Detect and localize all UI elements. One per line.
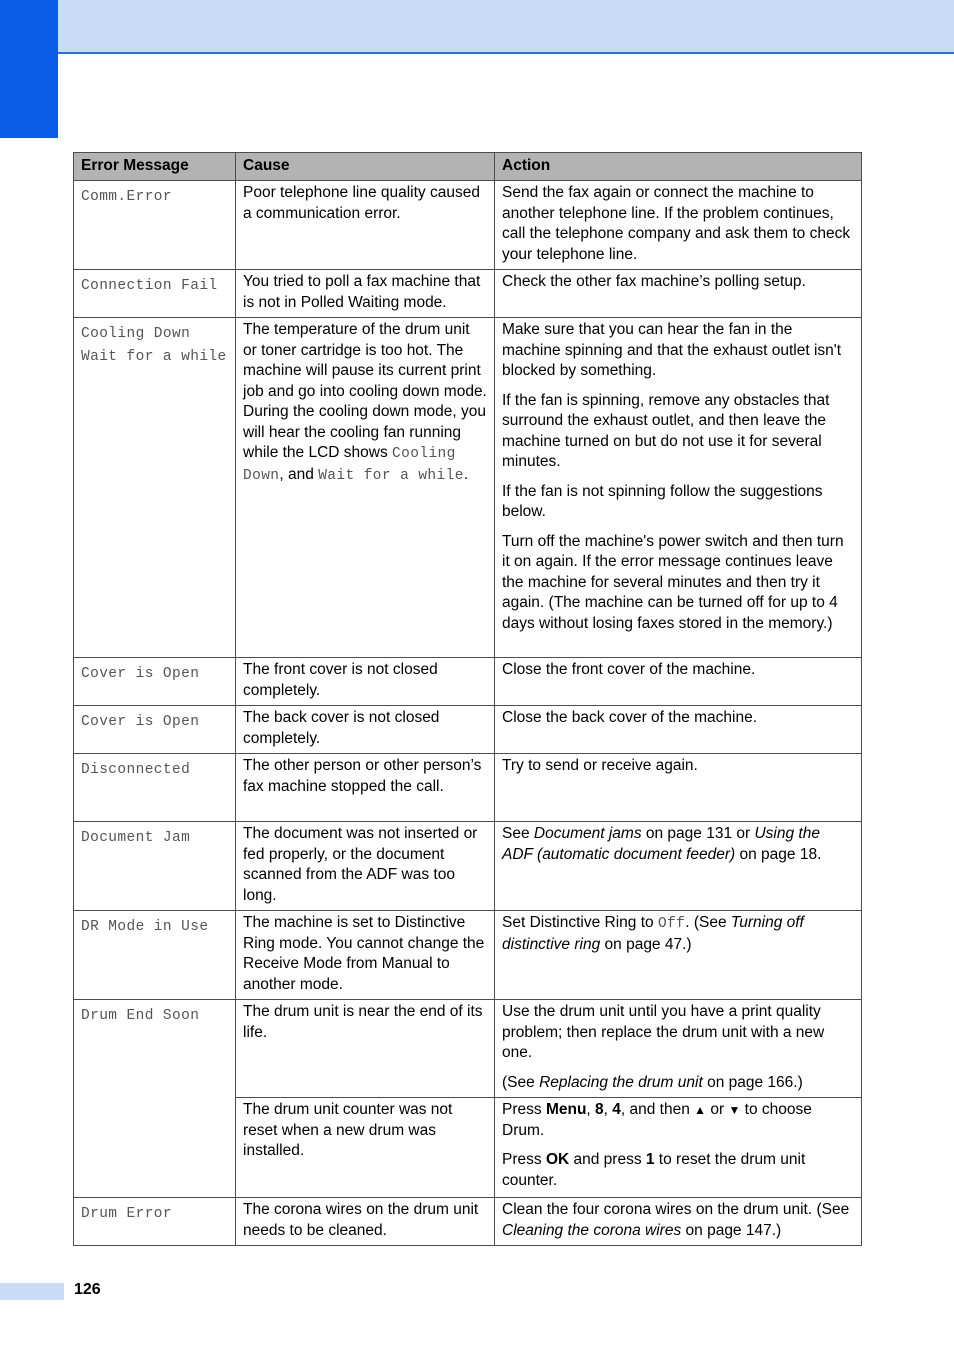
action-cell: Check the other fax machine’s polling setup. — [495, 270, 862, 318]
action-cell: Send the fax again or connect the machine to another telephone line. If the problem continues, call the telephone company and ask them to check your telephone line. — [495, 181, 862, 270]
header-error-message: Error Message — [74, 153, 236, 181]
action-cell — [495, 822, 862, 911]
table-row — [74, 754, 862, 822]
error-message-cell — [74, 658, 236, 706]
up-arrow-icon: ▲ — [694, 1103, 707, 1117]
error-code: DR Mode in Use — [81, 919, 209, 935]
action-text: , — [603, 1101, 613, 1118]
action-cell: Close the back cover of the machine. — [495, 706, 862, 754]
action-text: (See — [502, 1073, 540, 1091]
action-text: Clean the four corona wires on the drum unit. (See — [502, 1201, 850, 1218]
setting-code: Off — [657, 916, 686, 932]
error-code: Comm.Error — [81, 189, 173, 205]
action-text: on page 47.) — [600, 935, 692, 953]
cause-cell: The front cover is not closed completely. — [236, 658, 495, 706]
action-paragraph: If the fan is not spinning follow the suggestions below. — [502, 482, 823, 520]
action-paragraph: If the fan is spinning, remove any obstacles that surround the exhaust outlet, and then leave the machine turned on but do not use it for several minutes. — [502, 391, 830, 470]
cause-cell: The corona wires on the drum unit needs to be cleaned. — [236, 1198, 495, 1246]
error-code: Document Jam — [81, 830, 191, 846]
page-number: 126 — [74, 1281, 101, 1298]
action-text: or — [706, 1101, 729, 1118]
action-text: See — [502, 825, 534, 842]
page-reference: Using the ADF (automatic document feeder) — [502, 825, 820, 863]
error-message-cell — [74, 1000, 236, 1198]
header-action: Action — [495, 153, 862, 181]
lcd-code: Cooling Down — [243, 446, 456, 484]
table-row — [74, 270, 862, 318]
footer-band — [0, 1283, 64, 1300]
action-text: to reset the drum unit counter. — [502, 1151, 806, 1189]
table-row — [74, 658, 862, 706]
ok-key: OK — [545, 1151, 570, 1168]
header-cause: Cause — [236, 153, 495, 181]
table-row — [74, 318, 862, 658]
error-code: Cover is Open — [81, 714, 200, 730]
action-paragraph: Turn off the machine's power switch and then turn it on again. If the error message continues leave the machine for several minutes and then try it again. (The machine can be turned off for up to 4 days without losing faxes stored in the memory.) — [502, 532, 844, 632]
error-table — [73, 152, 862, 1246]
action-text: , and then — [620, 1101, 695, 1118]
cause-cell: The drum unit is near the end of its life. — [236, 1000, 495, 1098]
error-message-cell — [74, 706, 236, 754]
action-cell — [495, 1098, 862, 1198]
action-cell: Close the front cover of the machine. — [495, 658, 862, 706]
cause-cell: The back cover is not closed completely. — [236, 706, 495, 754]
action-text: . (See — [685, 914, 731, 931]
action-paragraph: Use the drum unit until you have a print quality problem; then replace the drum unit with a new one. — [502, 1003, 825, 1061]
table-row — [74, 822, 862, 911]
lcd-code: Wait for a while — [318, 467, 464, 484]
page-reference: Turning off distinctive ring — [502, 914, 804, 953]
error-code: Drum Error — [81, 1206, 173, 1222]
action-text: on page 131 or — [641, 825, 755, 842]
cause-cell: The drum unit counter was not reset when a new drum was installed. — [236, 1098, 495, 1198]
action-cell — [495, 1198, 862, 1246]
cause-text: . — [463, 465, 469, 483]
action-paragraph — [502, 1100, 854, 1141]
page-reference: Replacing the drum unit — [539, 1073, 703, 1091]
action-text: Press — [502, 1101, 546, 1118]
action-cell — [495, 318, 862, 658]
table-row — [74, 181, 862, 270]
cause-cell: You tried to poll a fax machine that is not in Polled Waiting mode. — [236, 270, 495, 318]
key-1: 1 — [645, 1151, 655, 1168]
error-message-cell — [74, 822, 236, 911]
action-text: Press — [502, 1151, 546, 1168]
error-message-cell — [74, 1198, 236, 1246]
action-text: and press — [569, 1151, 646, 1168]
error-code: Connection Fail — [81, 278, 218, 294]
table-row — [74, 1000, 862, 1098]
cause-cell: The machine is set to Distinctive Ring mode. You cannot change the Receive Mode from Manual to another mode. — [236, 911, 495, 1000]
error-message-cell — [74, 181, 236, 270]
action-text: on page 18. — [735, 845, 822, 863]
table-row — [74, 706, 862, 754]
chapter-tab — [0, 0, 58, 138]
cause-cell: Poor telephone line quality caused a communication error. — [236, 181, 495, 270]
page-reference: Document jams — [533, 825, 642, 842]
action-paragraph — [502, 1150, 854, 1191]
table-header-row — [74, 153, 862, 181]
down-arrow-icon: ▼ — [728, 1103, 741, 1117]
cause-text: , and — [279, 465, 314, 483]
page-reference: Cleaning the corona wires — [502, 1221, 682, 1239]
header-band — [0, 0, 954, 54]
action-paragraph — [502, 1073, 854, 1094]
action-cell — [495, 1000, 862, 1098]
action-cell — [495, 911, 862, 1000]
error-message-cell — [74, 318, 236, 658]
action-text: , — [586, 1101, 596, 1118]
table-row — [74, 911, 862, 1000]
action-text: to choose Drum. — [502, 1101, 812, 1139]
action-text: Set Distinctive Ring to — [502, 914, 658, 931]
error-message-cell — [74, 754, 236, 822]
error-code: Wait for a while — [81, 349, 227, 365]
error-code: Drum End Soon — [81, 1008, 200, 1024]
error-message-cell — [74, 911, 236, 1000]
key-8: 8 — [595, 1101, 604, 1118]
cause-text: The temperature of the drum unit or toner cartridge is too hot. The machine will pause its current print job and go into cooling down mode. During the cooling down mode, you will hear the cooling fan running while the LCD shows — [243, 321, 487, 461]
action-paragraph: Make sure that you can hear the fan in the machine spinning and that the exhaust outlet isn't blocked by something. — [502, 321, 842, 379]
error-code: Cooling Down — [81, 326, 191, 342]
error-code: Cover is Open — [81, 666, 200, 682]
cause-cell: The other person or other person’s fax machine stopped the call. — [236, 754, 495, 822]
error-message-cell — [74, 270, 236, 318]
table-row — [74, 1198, 862, 1246]
key-4: 4 — [612, 1101, 621, 1118]
cause-cell — [236, 318, 495, 658]
cause-cell: The document was not inserted or fed properly, or the document scanned from the ADF was too long. — [236, 822, 495, 911]
action-cell: Try to send or receive again. — [495, 754, 862, 822]
action-text: on page 166.) — [702, 1073, 803, 1091]
action-text: on page 147.) — [681, 1221, 782, 1239]
error-code: Disconnected — [81, 762, 191, 778]
menu-key: Menu — [545, 1101, 587, 1118]
